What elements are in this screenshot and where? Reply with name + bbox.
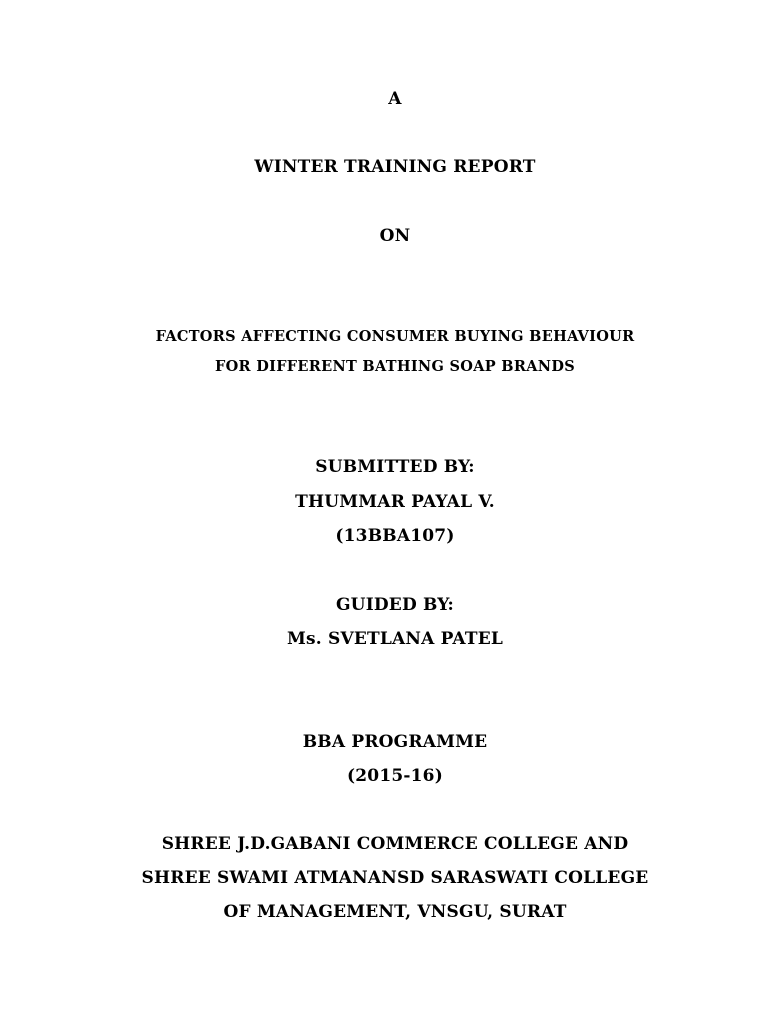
programme-year: (2015-16) [347,766,443,786]
report-topic-line-1: FACTORS AFFECTING CONSUMER BUYING BEHAVIOUR [155,328,635,345]
submitted-by-heading: SUBMITTED BY: [315,457,475,477]
report-title: WINTER TRAINING REPORT [254,157,536,177]
guide-name: Ms. SVETLANA PATEL [286,629,504,649]
college-line-3: OF MANAGEMENT, VNSGU, SURAT [223,902,567,922]
guided-by-heading: GUIDED BY: [335,595,455,615]
college-line-2: SHREE SWAMI ATMANANSD SARASWATI COLLEGE [141,868,649,888]
report-on: ON [379,226,411,246]
student-name: THUMMAR PAYAL V. [295,492,495,512]
report-article: A [388,89,402,109]
student-roll-number: (13BBA107) [335,526,455,546]
college-line-1: SHREE J.D.GABANI COMMERCE COLLEGE AND [161,834,629,854]
programme-name: BBA PROGRAMME [302,732,488,752]
report-topic-line-2: FOR DIFFERENT BATHING SOAP BRANDS [215,358,575,375]
